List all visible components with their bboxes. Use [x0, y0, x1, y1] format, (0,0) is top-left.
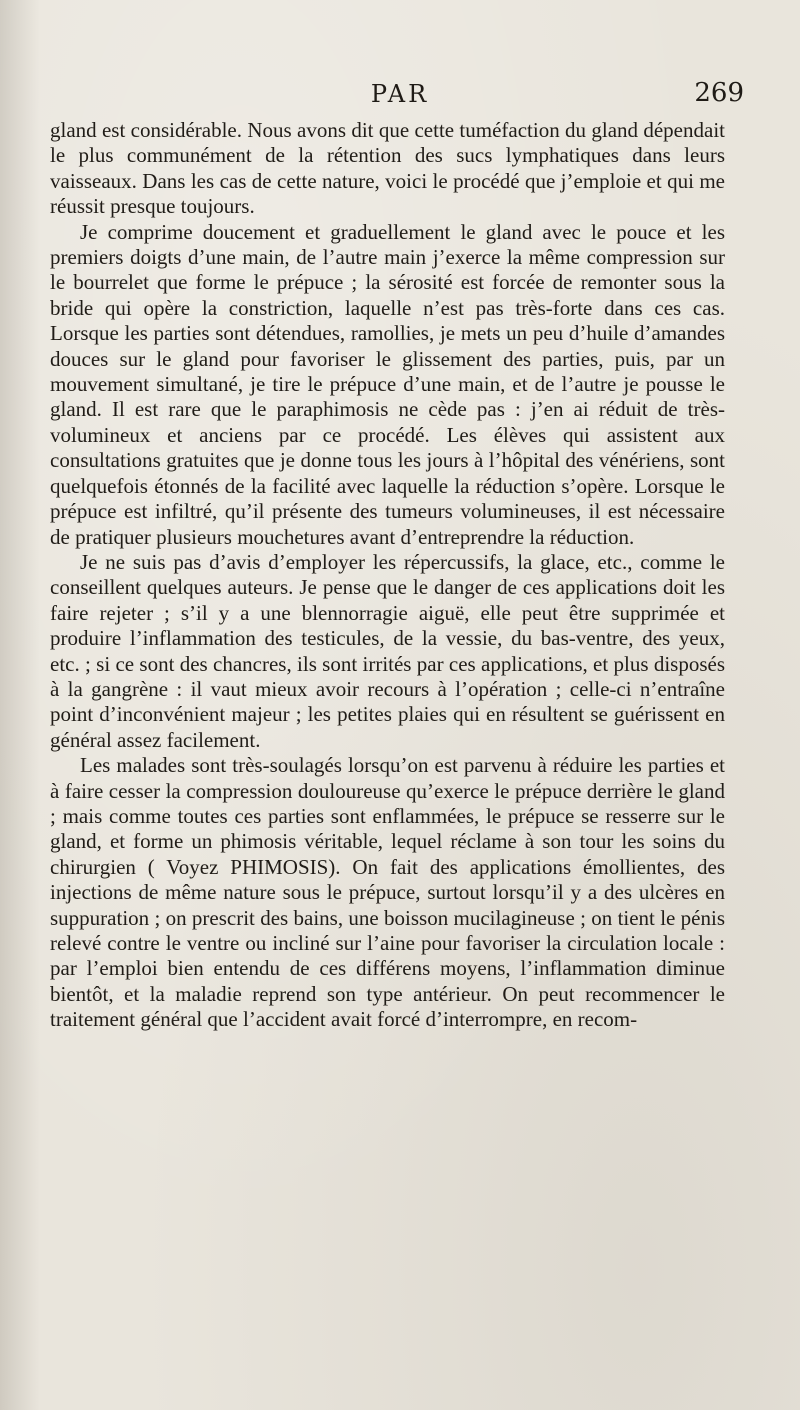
page-number: 269 — [694, 78, 744, 108]
paragraph: gland est considérable. Nous avons dit que cette tuméfaction du gland dépendait le plus communément de la rétention des sucs lymphatiques dans leurs vaisseaux. Dans les cas de cette nature, voici le procédé que j’emploie et qui me réussit presque toujours. — [50, 118, 725, 219]
page-header — [0, 80, 800, 114]
running-head: PAR — [370, 80, 430, 108]
body-text — [50, 118, 725, 1033]
paragraph: Je comprime doucement et graduellement le gland avec le pouce et les premiers doigts d’une main, de l’autre main j’exerce la même compression sur le bourrelet que forme le prépuce ; la sérosité est forcée de remonter sous la bride qui opère la constriction, laquelle n’est pas très-forte dans ces cas. Lorsque les parties sont détendues, ramollies, je mets un peu d’huile d’amandes douces sur le gland pour favoriser le glissement des parties, puis, par un mouvement simultané, je tire le prépuce d’une main, et de l’autre je pousse le gland. Il est rare que le paraphimosis ne cède pas : j’en ai réduit de très-volumineux et anciens par ce procédé. Les élèves qui assistent aux consultations gratuites que je donne tous les jours à l’hôpital des vénériens, sont quelquefois étonnés de la facilité avec laquelle la réduction s’opère. Lorsque le prépuce est infiltré, qu’il présente des tumeurs volumineuses, il est nécessaire de pratiquer plusieurs mouchetures avant d’entreprendre la réduction. — [50, 219, 725, 549]
paragraph: Les malades sont très-soulagés lorsqu’on est parvenu à réduire les parties et à faire cesser la compression douloureuse qu’exerce le prépuce derrière le gland ; mais comme toutes ces parties sont enflammées, le prépuce se resserre sur le gland, et forme un phimosis véritable, lequel réclame à son tour les soins du chirurgien ( Voyez PHIMOSIS). On fait des applications émollientes, des injections de même nature sous le prépuce, surtout lorsqu’il y a des ulcères en suppuration ; on prescrit des bains, une boisson mucilagineuse ; on tient le pénis relevé contre le ventre ou incliné sur l’aine pour favoriser la circulation locale : par l’emploi bien entendu de ces différens moyens, l’inflammation diminue bientôt, et la maladie reprend son type antérieur. On peut recommencer le traitement général que l’accident avait forcé d’interrompre, en recom- — [50, 753, 725, 1032]
paragraph: Je ne suis pas d’avis d’employer les répercussifs, la glace, etc., comme le conseillent quelques auteurs. Je pense que le danger de ces applications doit les faire rejeter ; s’il y a une blennorragie aiguë, elle peut être supprimée et produire l’inflammation des testicules, de la vessie, du bas-ventre, des yeux, etc. ; si ce sont des chancres, ils sont irrités par ces applications, et plus disposés à la gangrène : il vaut mieux avoir recours à l’opération ; celle-ci n’entraîne point d’inconvénient majeur ; les petites plaies qui en résultent se guérissent en général assez facilement. — [50, 549, 725, 752]
